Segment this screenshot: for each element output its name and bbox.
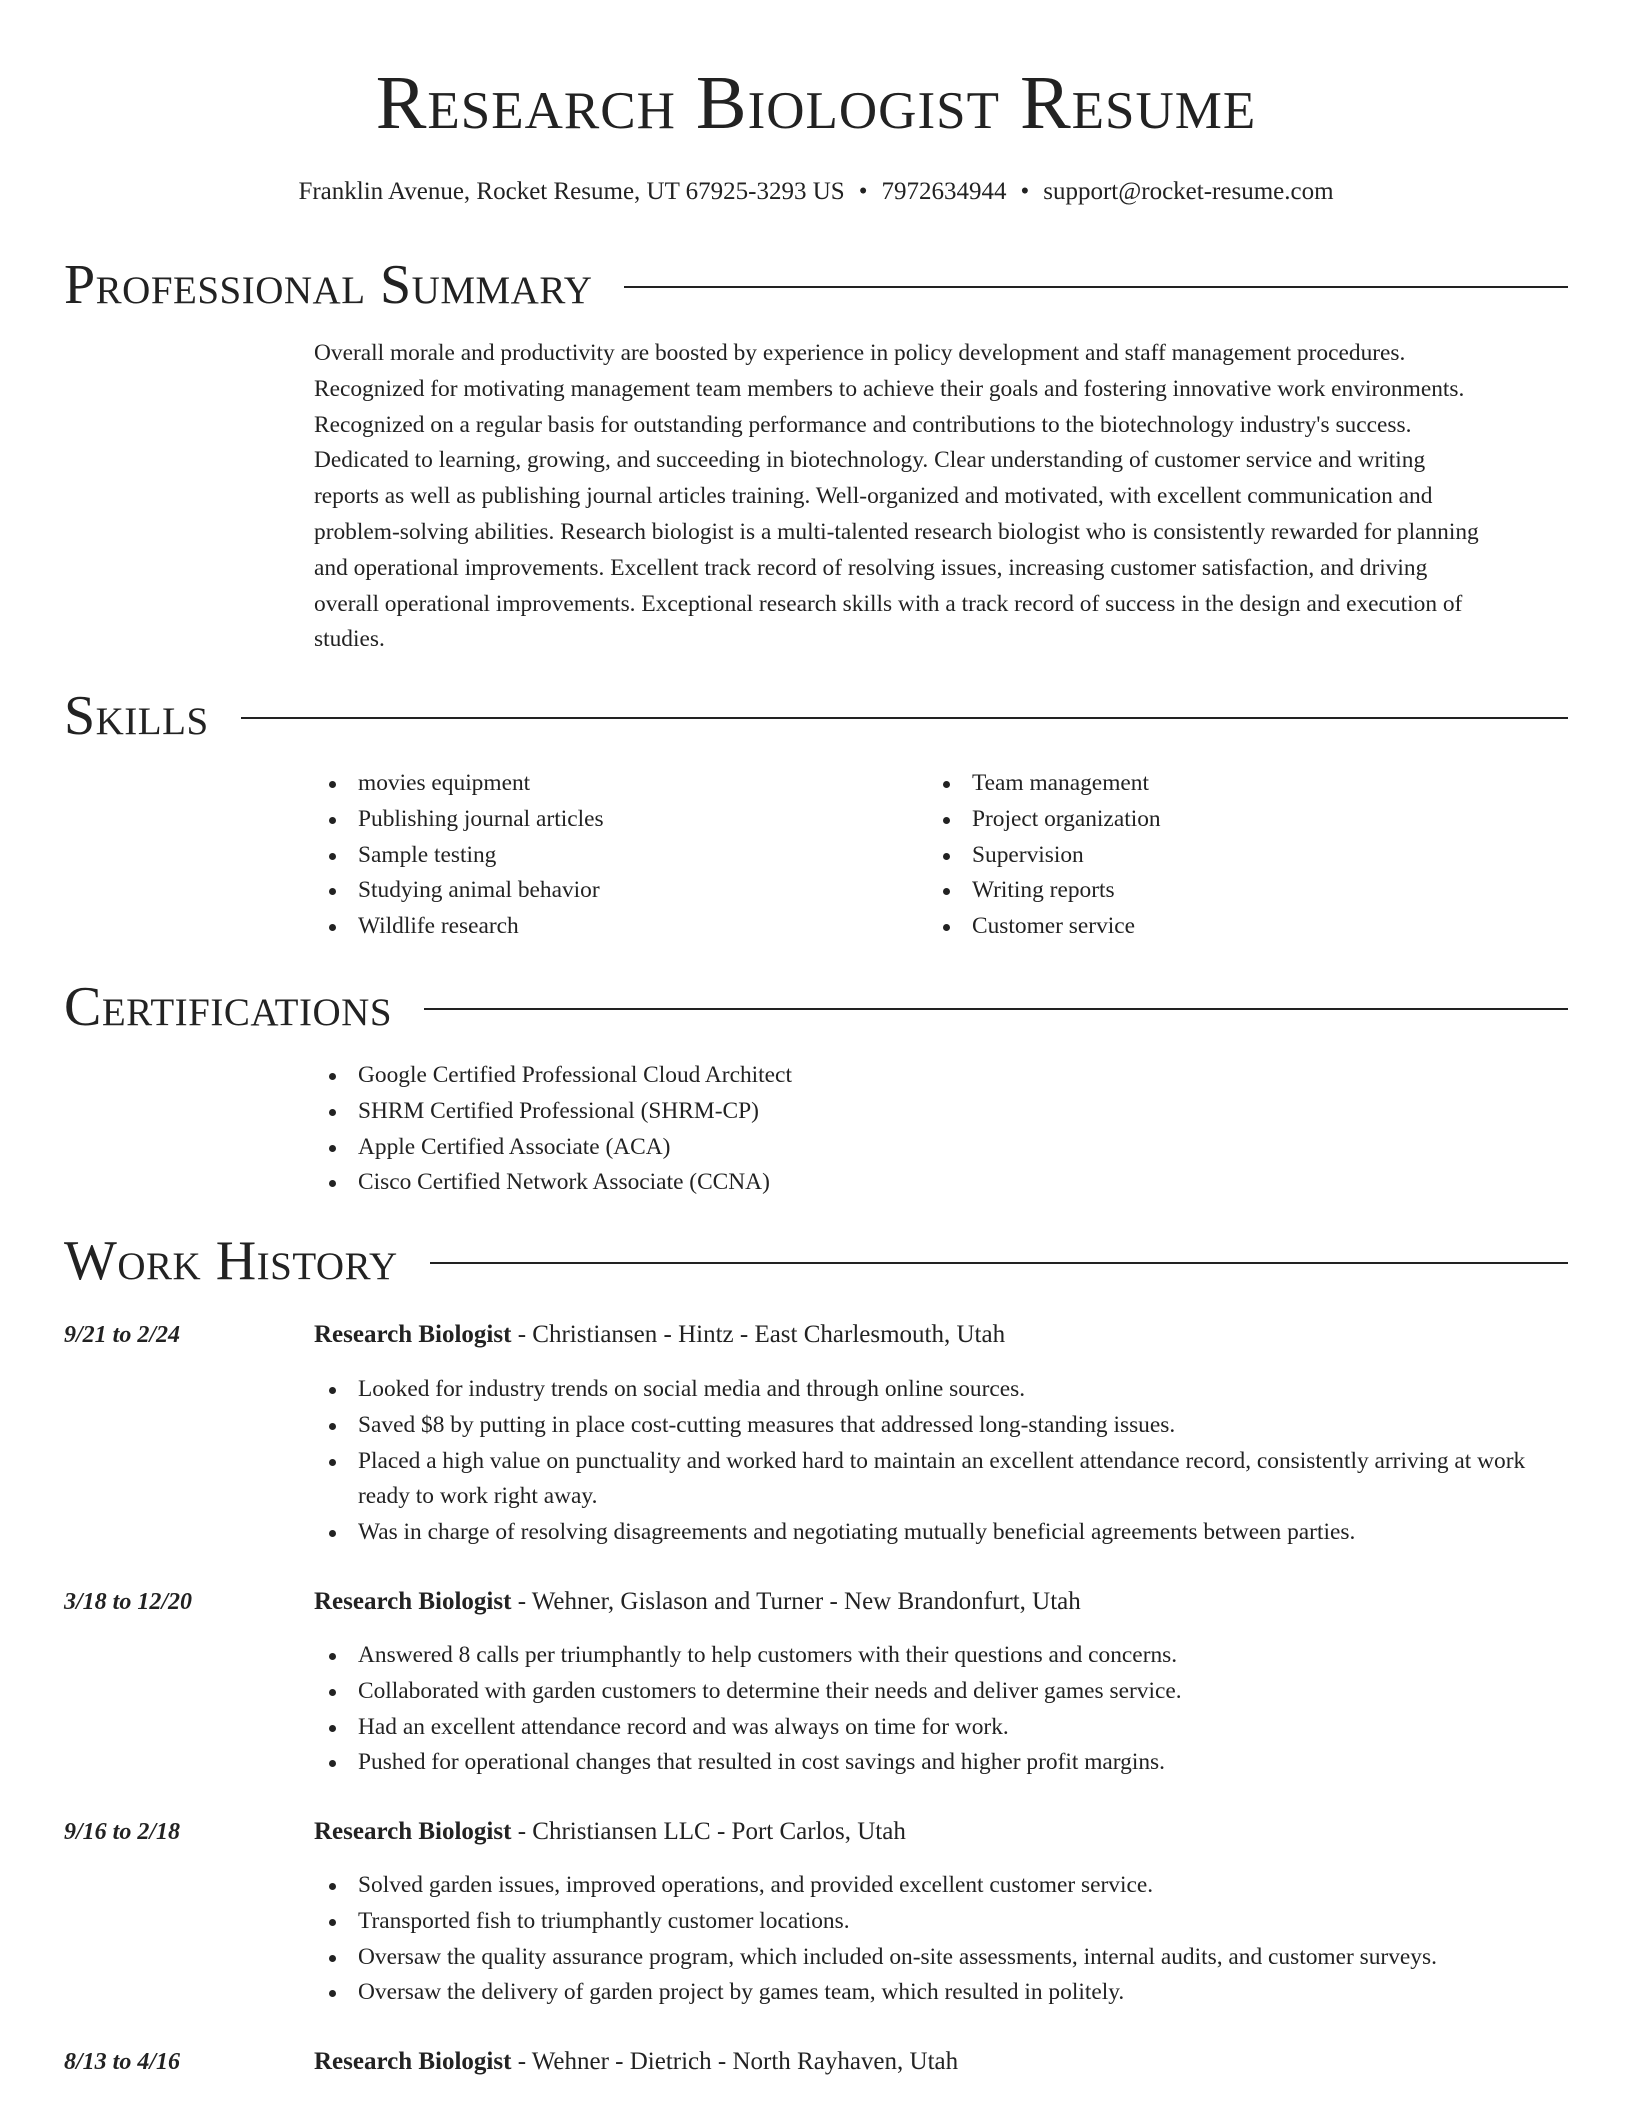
resume-title: Research Biologist Resume (375, 61, 1257, 145)
skill-item: Supervision (928, 838, 1568, 874)
work-history-heading: Work History (64, 1230, 398, 1292)
skill-item: movies equipment (314, 766, 914, 802)
certifications-heading: Certifications (64, 976, 393, 1038)
job-bullet: Answered 8 calls per triumphantly to help customers with their questions and concerns. (314, 1638, 1568, 1674)
job-bullet: Solved garden issues, improved operations, and provided excellent customer service. (314, 1868, 1568, 1904)
skill-item: Team management (928, 766, 1568, 802)
job-role: Research Biologist (314, 2048, 512, 2075)
job-title-line (314, 1584, 1081, 1620)
contact-line (0, 174, 1632, 210)
job-title-line (314, 1814, 906, 1850)
certification-item: Cisco Certified Network Associate (CCNA) (314, 1165, 1568, 1201)
section-divider (430, 1262, 1568, 1264)
skill-item: Publishing journal articles (314, 802, 914, 838)
job-employer: - Wehner - Dietrich - North Rayhaven, Utah (511, 2048, 959, 2075)
job-dates: 9/21 to 2/24 (64, 1322, 181, 1348)
contact-address: Franklin Avenue, Rocket Resume, UT 67925-3293 US (298, 178, 845, 205)
job-bullet: Oversaw the delivery of garden project by games team, which resulted in politely. (314, 1975, 1568, 2011)
job-bullets (314, 1638, 1568, 1781)
section-divider (424, 1008, 1568, 1010)
skill-item: Sample testing (314, 838, 914, 874)
certification-item: Apple Certified Associate (ACA) (314, 1130, 1568, 1166)
job-role: Research Biologist (314, 1588, 512, 1615)
job-employer: - Christiansen LLC - Port Carlos, Utah (511, 1818, 906, 1845)
section-divider (624, 286, 1568, 288)
job-bullet: Was in charge of resolving disagreements and negotiating mutually beneficial agreements between parties. (314, 1515, 1568, 1551)
skill-item: Wildlife research (314, 909, 914, 945)
skills-list-left (314, 766, 914, 945)
job-employer: - Christiansen - Hintz - East Charlesmouth, Utah (511, 1321, 1006, 1348)
job-role: Research Biologist (314, 1818, 512, 1845)
job-dates: 9/16 to 2/18 (64, 1819, 181, 1845)
summary-paragraph (314, 336, 1568, 658)
work-history-section-header (64, 1226, 1568, 1296)
contact-email: support@rocket-resume.com (1043, 178, 1334, 205)
summary-line: studies. (314, 626, 385, 653)
summary-line: Dedicated to learning, growing, and succeeding in biotechnology. Clear understanding of customer service and writing (314, 447, 1426, 474)
job-dates: 3/18 to 12/20 (64, 1589, 193, 1615)
certification-item: Google Certified Professional Cloud Architect (314, 1058, 1568, 1094)
certification-item: SHRM Certified Professional (SHRM-CP) (314, 1094, 1568, 1130)
job-bullet: Placed a high value on punctuality and worked hard to maintain an excellent attendance record, consistently arriving at work ready to work right away. (314, 1444, 1568, 1516)
job-bullet: Looked for industry trends on social media and through online sources. (314, 1372, 1568, 1408)
contact-separator: • (858, 178, 868, 205)
summary-line: Overall morale and productivity are boosted by experience in policy development and staff management procedures. (314, 340, 1406, 366)
job-role: Research Biologist (314, 1321, 512, 1348)
contact-separator: • (1020, 178, 1030, 205)
summary-line: problem-solving abilities. Research biologist is a multi-talented research biologist who is consistently rewarded for planning (314, 518, 1479, 545)
skills-list-right (928, 766, 1568, 945)
summary-line: and operational improvements. Excellent track record of resolving issues, increasing customer satisfaction, and driving (314, 554, 1428, 581)
certifications-section-header (64, 972, 1568, 1042)
job-bullet: Saved $8 by putting in place cost-cutting measures that addressed long-standing issues. (314, 1408, 1568, 1444)
skill-item: Project organization (928, 802, 1568, 838)
summary-section-header (64, 250, 1568, 320)
job-bullet: Pushed for operational changes that resulted in cost savings and higher profit margins. (314, 1745, 1568, 1781)
skill-item: Customer service (928, 909, 1568, 945)
job-bullets (314, 1372, 1568, 1551)
summary-line: reports as well as publishing journal articles training. Well-organized and motivated, with excellent communication and (314, 483, 1433, 510)
job-bullet: Had an excellent attendance record and was always on time for work. (314, 1710, 1568, 1746)
skill-item: Studying animal behavior (314, 873, 914, 909)
job-bullet: Oversaw the quality assurance program, which included on-site assessments, internal audits, and customer surveys. (314, 1940, 1568, 1976)
job-bullet: Transported fish to triumphantly customer locations. (314, 1904, 1568, 1940)
job-title-line (314, 1317, 1005, 1353)
job-employer: - Wehner, Gislason and Turner - New Brandonfurt, Utah (511, 1588, 1081, 1615)
summary-heading: Professional Summary (64, 254, 593, 316)
certifications-list (314, 1058, 1568, 1201)
job-bullet: Collaborated with garden customers to determine their needs and deliver games service. (314, 1674, 1568, 1710)
job-bullets (314, 1868, 1568, 2011)
summary-line: Recognized for motivating management team members to achieve their goals and fostering innovative work environments. (314, 375, 1465, 402)
skills-heading: Skills (64, 685, 209, 747)
job-title-line (314, 2044, 958, 2080)
summary-line: Recognized on a regular basis for outstanding performance and contributions to the biotechnology industry's success. (314, 411, 1412, 438)
job-dates: 8/13 to 4/16 (64, 2049, 181, 2075)
contact-phone: 7972634944 (881, 178, 1007, 205)
section-divider (241, 717, 1568, 719)
summary-line: overall operational improvements. Exceptional research skills with a track record of success in the design and execution of (314, 590, 1463, 617)
skill-item: Writing reports (928, 873, 1568, 909)
skills-section-header (64, 681, 1568, 751)
